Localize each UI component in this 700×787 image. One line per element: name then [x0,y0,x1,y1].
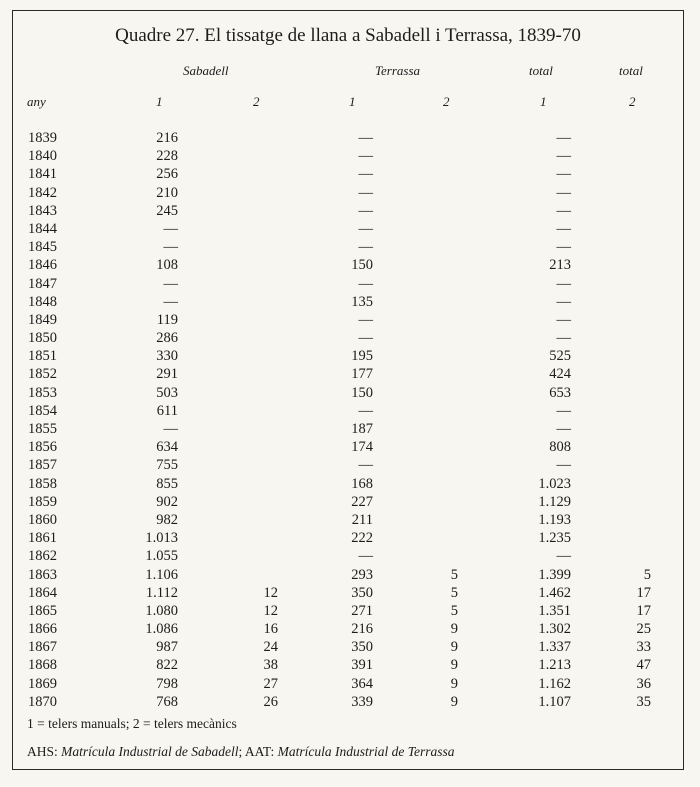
cell-sabadell-1: 119 [156,311,178,328]
cell-total-1: 1.462 [538,584,571,601]
cell-total-1: 213 [549,257,571,274]
table-row [13,147,683,165]
cell-terrassa-1: 150 [351,257,373,274]
cell-total-2: 47 [636,657,651,674]
cell-total-1: 1.129 [538,493,571,510]
footnote-legend: 1 = telers manuals; 2 = telers mecànics [27,716,237,731]
cell-total-1: 1.162 [538,675,571,692]
cell-year: 1849 [28,311,57,328]
cell-sabadell-1: — [163,239,178,256]
cell-total-1: 424 [549,366,571,383]
cell-sabadell-1: 1.112 [145,584,178,601]
cell-terrassa-1: 350 [351,584,373,601]
table-row [13,184,683,202]
cell-terrassa-1: — [358,548,373,565]
header-total-1: 1 [540,94,547,109]
cell-terrassa-2: 9 [450,639,458,656]
cell-sabadell-1: 330 [156,348,178,365]
cell-total-1: 653 [549,384,571,401]
cell-year: 1854 [28,402,57,419]
cell-year: 1858 [28,475,57,492]
cell-sabadell-1: — [163,421,178,437]
footnote-source-ahs: Matrícula Industrial de Sabadell [61,744,239,759]
cell-terrassa-1: 168 [351,475,373,492]
cell-total-1: 1.023 [538,475,571,492]
cell-sabadell-2: 24 [263,639,278,656]
cell-terrassa-1: 391 [351,657,373,674]
cell-year: 1845 [28,239,57,256]
cell-total-2: 36 [636,675,651,692]
cell-year: 1870 [28,693,57,710]
cell-total-2: 25 [636,621,651,638]
header-group-total-2: total [619,63,643,78]
header-terrassa-2: 2 [443,94,450,109]
table-row [13,475,683,493]
table-row [13,693,683,711]
cell-sabadell-1: 768 [156,693,178,710]
cell-year: 1866 [28,621,57,638]
table-row [13,529,683,547]
cell-terrassa-1: — [358,166,373,183]
cell-sabadell-1: 291 [156,366,178,383]
cell-total-1: — [556,293,571,310]
cell-sabadell-1: 210 [156,184,178,201]
cell-sabadell-1: 855 [156,475,178,492]
header-any: any [27,94,46,109]
cell-sabadell-1: 1.086 [145,621,178,638]
cell-year: 1848 [28,293,57,310]
cell-terrassa-1: 222 [351,530,373,547]
cell-sabadell-1: — [163,293,178,310]
cell-total-1: 1.337 [538,639,571,656]
table-row [13,566,683,584]
cell-year: 1861 [28,530,57,547]
cell-sabadell-1: 1.106 [145,566,178,583]
table-row [13,584,683,602]
table-row [13,202,683,220]
cell-year: 1865 [28,602,57,619]
cell-year: 1847 [28,275,57,292]
cell-total-1: 1.302 [538,621,571,638]
cell-terrassa-2: 9 [450,693,458,710]
table-row [13,675,683,693]
cell-terrassa-1: — [358,148,373,165]
table-row [13,493,683,511]
table-row [13,402,683,420]
cell-total-1: — [556,402,571,419]
cell-sabadell-1: 1.055 [145,548,178,565]
cell-year: 1843 [28,202,57,219]
cell-total-1: 1.213 [538,657,571,674]
cell-terrassa-2: 5 [450,584,458,601]
table-title: Quadre 27. El tissatge de llana a Sabadell i Terrassa, 1839-70 [115,25,581,46]
cell-sabadell-1: — [163,275,178,292]
cell-sabadell-1: 245 [156,202,178,219]
cell-sabadell-1: — [163,220,178,237]
cell-total-1: — [556,457,571,474]
cell-total-1: — [556,548,571,565]
cell-terrassa-1: — [358,130,373,146]
cell-sabadell-2: 38 [263,657,278,674]
cell-terrassa-1: 293 [351,566,373,583]
cell-year: 1840 [28,148,57,165]
cell-sabadell-1: 1.080 [145,602,178,619]
cell-terrassa-1: 135 [351,293,373,310]
cell-sabadell-1: 611 [156,402,178,419]
cell-year: 1859 [28,493,57,510]
cell-year: 1844 [28,220,57,237]
cell-total-1: — [556,275,571,292]
cell-sabadell-1: 1.013 [145,530,178,547]
cell-total-1: 1.351 [538,602,571,619]
header-group-sabadell: Sabadell [183,63,229,78]
cell-total-1: 1.235 [538,530,571,547]
footnote-source-mid: ; AAT: [238,744,278,759]
header-sabadell-1: 1 [156,94,163,109]
cell-terrassa-2: 5 [450,602,458,619]
cell-sabadell-1: 108 [156,257,178,274]
cell-sabadell-2: 27 [263,675,278,692]
cell-total-1: — [556,220,571,237]
table-row [13,256,683,274]
cell-terrassa-1: — [358,275,373,292]
table-row [13,620,683,638]
cell-total-1: — [556,130,571,146]
cell-terrassa-1: 177 [351,366,373,383]
table-row [13,638,683,656]
cell-total-1: — [556,202,571,219]
table-frame [12,10,684,770]
cell-total-1: 525 [549,348,571,365]
cell-year: 1864 [28,584,57,601]
table-row [13,456,683,474]
cell-total-1: — [556,421,571,437]
cell-terrassa-1: 174 [351,439,373,456]
cell-year: 1863 [28,566,57,583]
cell-year: 1842 [28,184,57,201]
cell-total-2: 17 [636,584,651,601]
cell-terrassa-1: — [358,311,373,328]
cell-year: 1846 [28,257,57,274]
cell-total-1: — [556,239,571,256]
cell-terrassa-1: 271 [351,602,373,619]
cell-sabadell-1: 286 [156,330,178,347]
table-row [13,129,683,147]
cell-sabadell-1: 634 [156,439,178,456]
table-row [13,602,683,620]
header-group-total-1: total [529,63,553,78]
cell-sabadell-1: 755 [156,457,178,474]
cell-total-1: — [556,166,571,183]
cell-terrassa-1: 195 [351,348,373,365]
cell-terrassa-2: 9 [450,675,458,692]
cell-year: 1852 [28,366,57,383]
cell-year: 1850 [28,330,57,347]
cell-terrassa-1: — [358,457,373,474]
cell-terrassa-1: 216 [351,621,373,638]
cell-total-1: — [556,148,571,165]
cell-terrassa-1: — [358,239,373,256]
cell-terrassa-1: 187 [351,421,373,437]
header-group-terrassa: Terrassa [375,63,421,78]
cell-year: 1860 [28,511,57,528]
table-row [13,329,683,347]
table-row [13,420,683,438]
footnote-sources [27,744,455,760]
cell-sabadell-1: 902 [156,493,178,510]
table-row [13,311,683,329]
cell-sabadell-1: 987 [156,639,178,656]
cell-terrassa-1: — [358,202,373,219]
cell-sabadell-1: 982 [156,511,178,528]
cell-year: 1841 [28,166,57,183]
cell-total-2: 35 [636,693,651,710]
cell-terrassa-1: 211 [351,511,373,528]
cell-total-1: — [556,184,571,201]
cell-year: 1851 [28,348,57,365]
cell-terrassa-1: — [358,330,373,347]
cell-terrassa-1: 364 [351,675,373,692]
cell-terrassa-1: 350 [351,639,373,656]
cell-terrassa-2: 5 [450,566,458,583]
footnote-source-prefix: AHS: [27,744,62,759]
cell-terrassa-2: 9 [450,657,458,674]
cell-terrassa-1: 227 [351,493,373,510]
cell-terrassa-2: 9 [450,621,458,638]
cell-sabadell-1: 822 [156,657,178,674]
cell-total-2: 5 [643,566,651,583]
cell-total-2: 33 [636,639,651,656]
table-row [13,165,683,183]
cell-year: 1869 [28,675,57,692]
cell-year: 1868 [28,657,57,674]
cell-year: 1867 [28,639,57,656]
cell-total-1: 1.193 [538,511,571,528]
cell-total-1: 1.399 [538,566,571,583]
cell-year: 1862 [28,548,57,565]
header-sabadell-2: 2 [253,94,260,109]
table-row [13,511,683,529]
cell-year: 1853 [28,384,57,401]
cell-terrassa-1: 339 [351,693,373,710]
table-row [13,438,683,456]
cell-sabadell-1: 503 [156,384,178,401]
cell-year: 1855 [28,421,57,437]
cell-sabadell-2: 16 [263,621,278,638]
cell-sabadell-2: 12 [263,584,278,601]
header-terrassa-1: 1 [349,94,356,109]
table-row [13,220,683,238]
table-row [13,238,683,256]
table-row [13,656,683,674]
cell-year: 1856 [28,439,57,456]
cell-sabadell-1: 798 [156,675,178,692]
cell-sabadell-1: 228 [156,148,178,165]
cell-year: 1857 [28,457,57,474]
cell-terrassa-1: — [358,220,373,237]
table-row [13,384,683,402]
table-row [13,275,683,293]
cell-total-1: 808 [549,439,571,456]
cell-total-1: 1.107 [538,693,571,710]
cell-sabadell-1: 216 [156,130,178,146]
cell-year: 1839 [28,130,57,146]
table-body [13,129,683,711]
table-row [13,365,683,383]
cell-total-1: — [556,330,571,347]
cell-sabadell-2: 26 [263,693,278,710]
cell-sabadell-2: 12 [263,602,278,619]
cell-terrassa-1: — [358,184,373,201]
table-row [13,347,683,365]
cell-terrassa-1: — [358,402,373,419]
cell-sabadell-1: 256 [156,166,178,183]
cell-total-2: 17 [636,602,651,619]
footnote-source-aat: Matrícula Industrial de Terrassa [277,744,455,759]
header-total-2: 2 [629,94,636,109]
cell-terrassa-1: 150 [351,384,373,401]
table-row [13,293,683,311]
table-row [13,547,683,565]
cell-total-1: — [556,311,571,328]
